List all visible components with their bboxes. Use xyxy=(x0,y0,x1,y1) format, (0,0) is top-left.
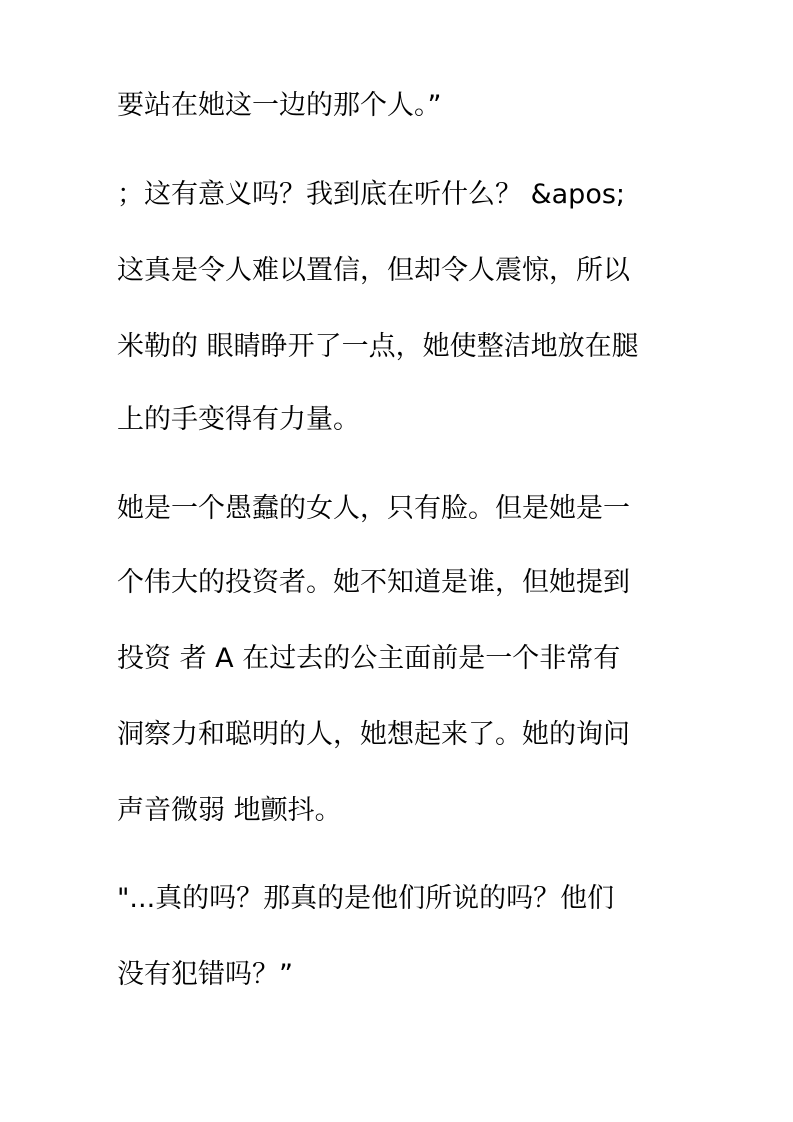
text-line: "...真的吗？那真的是他们所说的吗？他们 xyxy=(117,883,615,914)
text-line: 米勒的 眼睛睁开了一点，她使整洁地放在腿 xyxy=(117,331,639,362)
text-line: 上的手变得有力量。 xyxy=(117,404,360,435)
text-line: 投资 者 A 在过去的公主面前是一个非常有 xyxy=(117,643,621,674)
text-line: 她是一个愚蠢的女人，只有脸。但是她是一 xyxy=(117,493,630,524)
text-line: 洞察力和聪明的人，她想起来了。她的询问 xyxy=(117,719,630,750)
text-line: 这真是令人难以置信，但却令人震惊，所以 xyxy=(117,255,630,286)
text-line: 没有犯错吗？” xyxy=(117,959,293,990)
text-line: 要站在她这一边的那个人。” xyxy=(117,90,442,121)
text-line: 个伟大的投资者。她不知道是谁，但她提到 xyxy=(117,567,630,598)
text-line: ；这有意义吗？我到底在听什么？ &apos; xyxy=(117,179,626,210)
text-line: 声音微弱 地颤抖。 xyxy=(117,795,342,826)
